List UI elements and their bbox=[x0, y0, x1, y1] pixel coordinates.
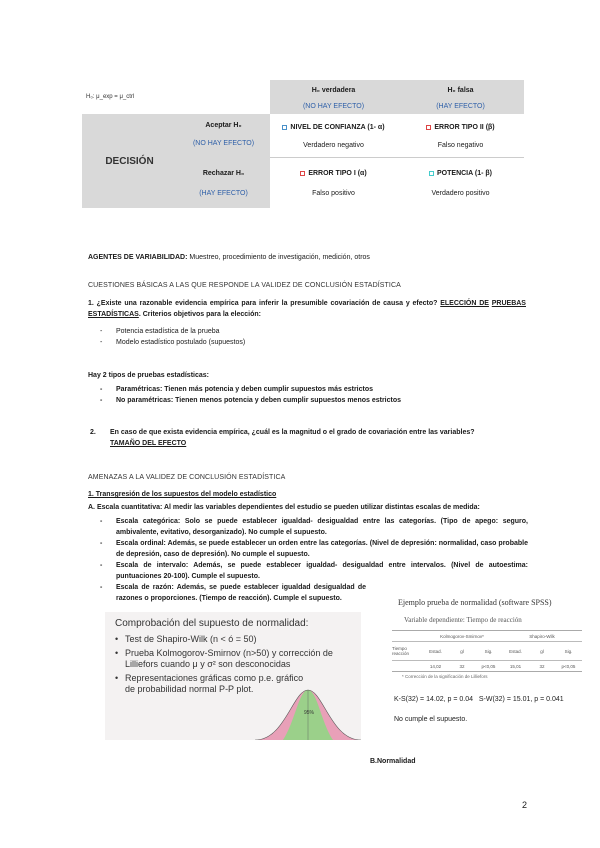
slide-title: Comprobación del supuesto de normalidad: bbox=[115, 618, 309, 629]
q1-list bbox=[88, 326, 518, 348]
square-icon bbox=[426, 125, 431, 130]
list-item: • Test de Shapiro-Wilk (n < ó = 50) bbox=[115, 634, 355, 645]
row2-title: Rechazar H₀ bbox=[202, 169, 245, 177]
example-title: Ejemplo prueba de normalidad (software SPSS) bbox=[398, 598, 552, 607]
list-item: - Escala de intervalo: Además, se puede establecer igualdad- desigualdad entre intervalos. (Nivel de autoestima: puntuaciones 20-100). Cumple el supuesto. bbox=[88, 560, 528, 582]
tipos-intro: Hay 2 tipos de pruebas estadísticas: bbox=[88, 372, 209, 379]
col1-sub: (NO HAY EFECTO) bbox=[302, 102, 365, 110]
example-subtitle: Variable dependiente: Tiempo de reacción bbox=[404, 616, 522, 624]
row1-sub: (NO HAY EFECTO) bbox=[192, 139, 255, 147]
normality-slide bbox=[105, 612, 361, 740]
decision-label: DECISIÓN bbox=[105, 155, 154, 167]
cell-potencia: POTENCIA (1- β) bbox=[397, 166, 524, 180]
list-item: - Potencia estadística de la prueba bbox=[88, 326, 518, 337]
normality-table: Kolmogorov-Smirnov* Shapiro-Wilk Tiempo reacción Estad. gl Sig. Estad. gl Sig. 14,02 32 p<0,05 15,01 32 p<0,05 bbox=[392, 630, 582, 672]
square-icon bbox=[429, 171, 434, 176]
cell-potencia-sub: Verdadero positivo bbox=[431, 189, 490, 197]
question-2: 2. En caso de que exista evidencia empírica, ¿cuál es la magnitud o el grado de covariación entre las variables? TAMAÑO DEL EFECTO bbox=[90, 429, 475, 447]
list-item: - No paramétricas: Tienen menos potencia y deben cumplir supuestos menos estrictos bbox=[88, 395, 528, 406]
test-result: No cumple el supuesto. bbox=[394, 716, 468, 723]
cell-error2: ERROR TIPO II (β) bbox=[397, 120, 524, 134]
cell-error1: ERROR TIPO I (α) bbox=[270, 166, 397, 180]
cell-confianza-sub: Verdadero negativo bbox=[303, 141, 364, 149]
tipos-list bbox=[88, 384, 528, 406]
row2-sub: (HAY EFECTO) bbox=[199, 189, 248, 197]
col2-sub: (HAY EFECTO) bbox=[436, 102, 485, 110]
list-item: - Escala de razón: Además, se puede establecer igualdad desigualdad de razones o proporciones. (Tiempo de reacción). Cumple el supuesto. bbox=[88, 582, 366, 604]
normalidad-label: B.Normalidad bbox=[370, 758, 416, 765]
col1-title: H₀ verdadera bbox=[311, 86, 356, 94]
list-item: - Escala ordinal: Además, se puede establecer un orden entre las categorías. (Nivel de depresión: normalidad, caso probable de depresión, caso de depresión). No cumple el supuesto. bbox=[88, 538, 528, 560]
spss-example bbox=[370, 594, 590, 744]
square-icon bbox=[282, 125, 287, 130]
test-stats: K-S(32) = 14.02, p = 0.04 S-W(32) = 15.01, p = 0.041 bbox=[394, 696, 564, 703]
cell-error2-sub: Falso negativo bbox=[437, 141, 484, 149]
escala-intro: A. Escala cuantitativa: Al medir las variables dependientes del estudio se pueden utilizar distintas escalas de medida: bbox=[88, 504, 480, 511]
escalas-list bbox=[88, 516, 528, 604]
list-item: • Prueba Kolmogorov-Smirnov (n>50) y corrección de Lilliefors cuando μ y σ² son desconocidas bbox=[115, 648, 355, 670]
list-item: - Escala categórica: Solo se puede establecer igualdad- desigualdad entre las categorías. (Tipo de apego: seguro, ambivalente, evitativo, desorganizado). No cumple el supuesto. bbox=[88, 516, 528, 538]
amenazas-heading: AMENAZAS A LA VALIDEZ DE CONCLUSIÓN ESTADÍSTICA bbox=[88, 474, 286, 481]
cuestiones-heading: CUESTIONES BÁSICAS A LAS QUE RESPONDE LA VALIDEZ DE CONCLUSIÓN ESTADÍSTICA bbox=[88, 282, 401, 289]
cell-error1-sub: Falso positivo bbox=[312, 189, 355, 197]
h0-formula: H₀: μ_exp = μ_ctrl bbox=[86, 94, 135, 100]
cell-confianza: NIVEL DE CONFIANZA (1- α) bbox=[270, 120, 397, 134]
table-footnote: * Corrección de la significación de Lilliefors bbox=[402, 674, 488, 679]
list-item: • Representaciones gráficas como p.e. gráfico de probabilidad normal P-P plot. bbox=[115, 673, 305, 695]
question-1: 1. ¿Existe una razonable evidencia empírica para inferir la presumible covariación de causa y efecto? ELECCIÓN DE PRUEBAS ESTADÍSTICAS. Criterios objetivos para la elección: bbox=[88, 300, 526, 318]
row1-title: Aceptar H₀ bbox=[205, 121, 242, 129]
square-icon bbox=[300, 171, 305, 176]
curve-label: 95% bbox=[304, 710, 315, 716]
list-item: - Modelo estadístico postulado (supuestos) bbox=[88, 337, 518, 348]
normal-curve-icon bbox=[255, 682, 361, 740]
col2-title: H₀ falsa bbox=[447, 86, 474, 94]
list-item: - Paramétricas: Tienen más potencia y deben cumplir supuestos más estrictos bbox=[88, 384, 528, 395]
divider bbox=[270, 157, 524, 158]
agentes-line: AGENTES DE VARIABILIDAD: Muestreo, procedimiento de investigación, medición, otros bbox=[88, 254, 370, 261]
transgresion: 1. Transgresión de los supuestos del modelo estadístico bbox=[88, 491, 277, 498]
decision-table bbox=[82, 80, 524, 208]
page-number: 2 bbox=[522, 800, 528, 810]
